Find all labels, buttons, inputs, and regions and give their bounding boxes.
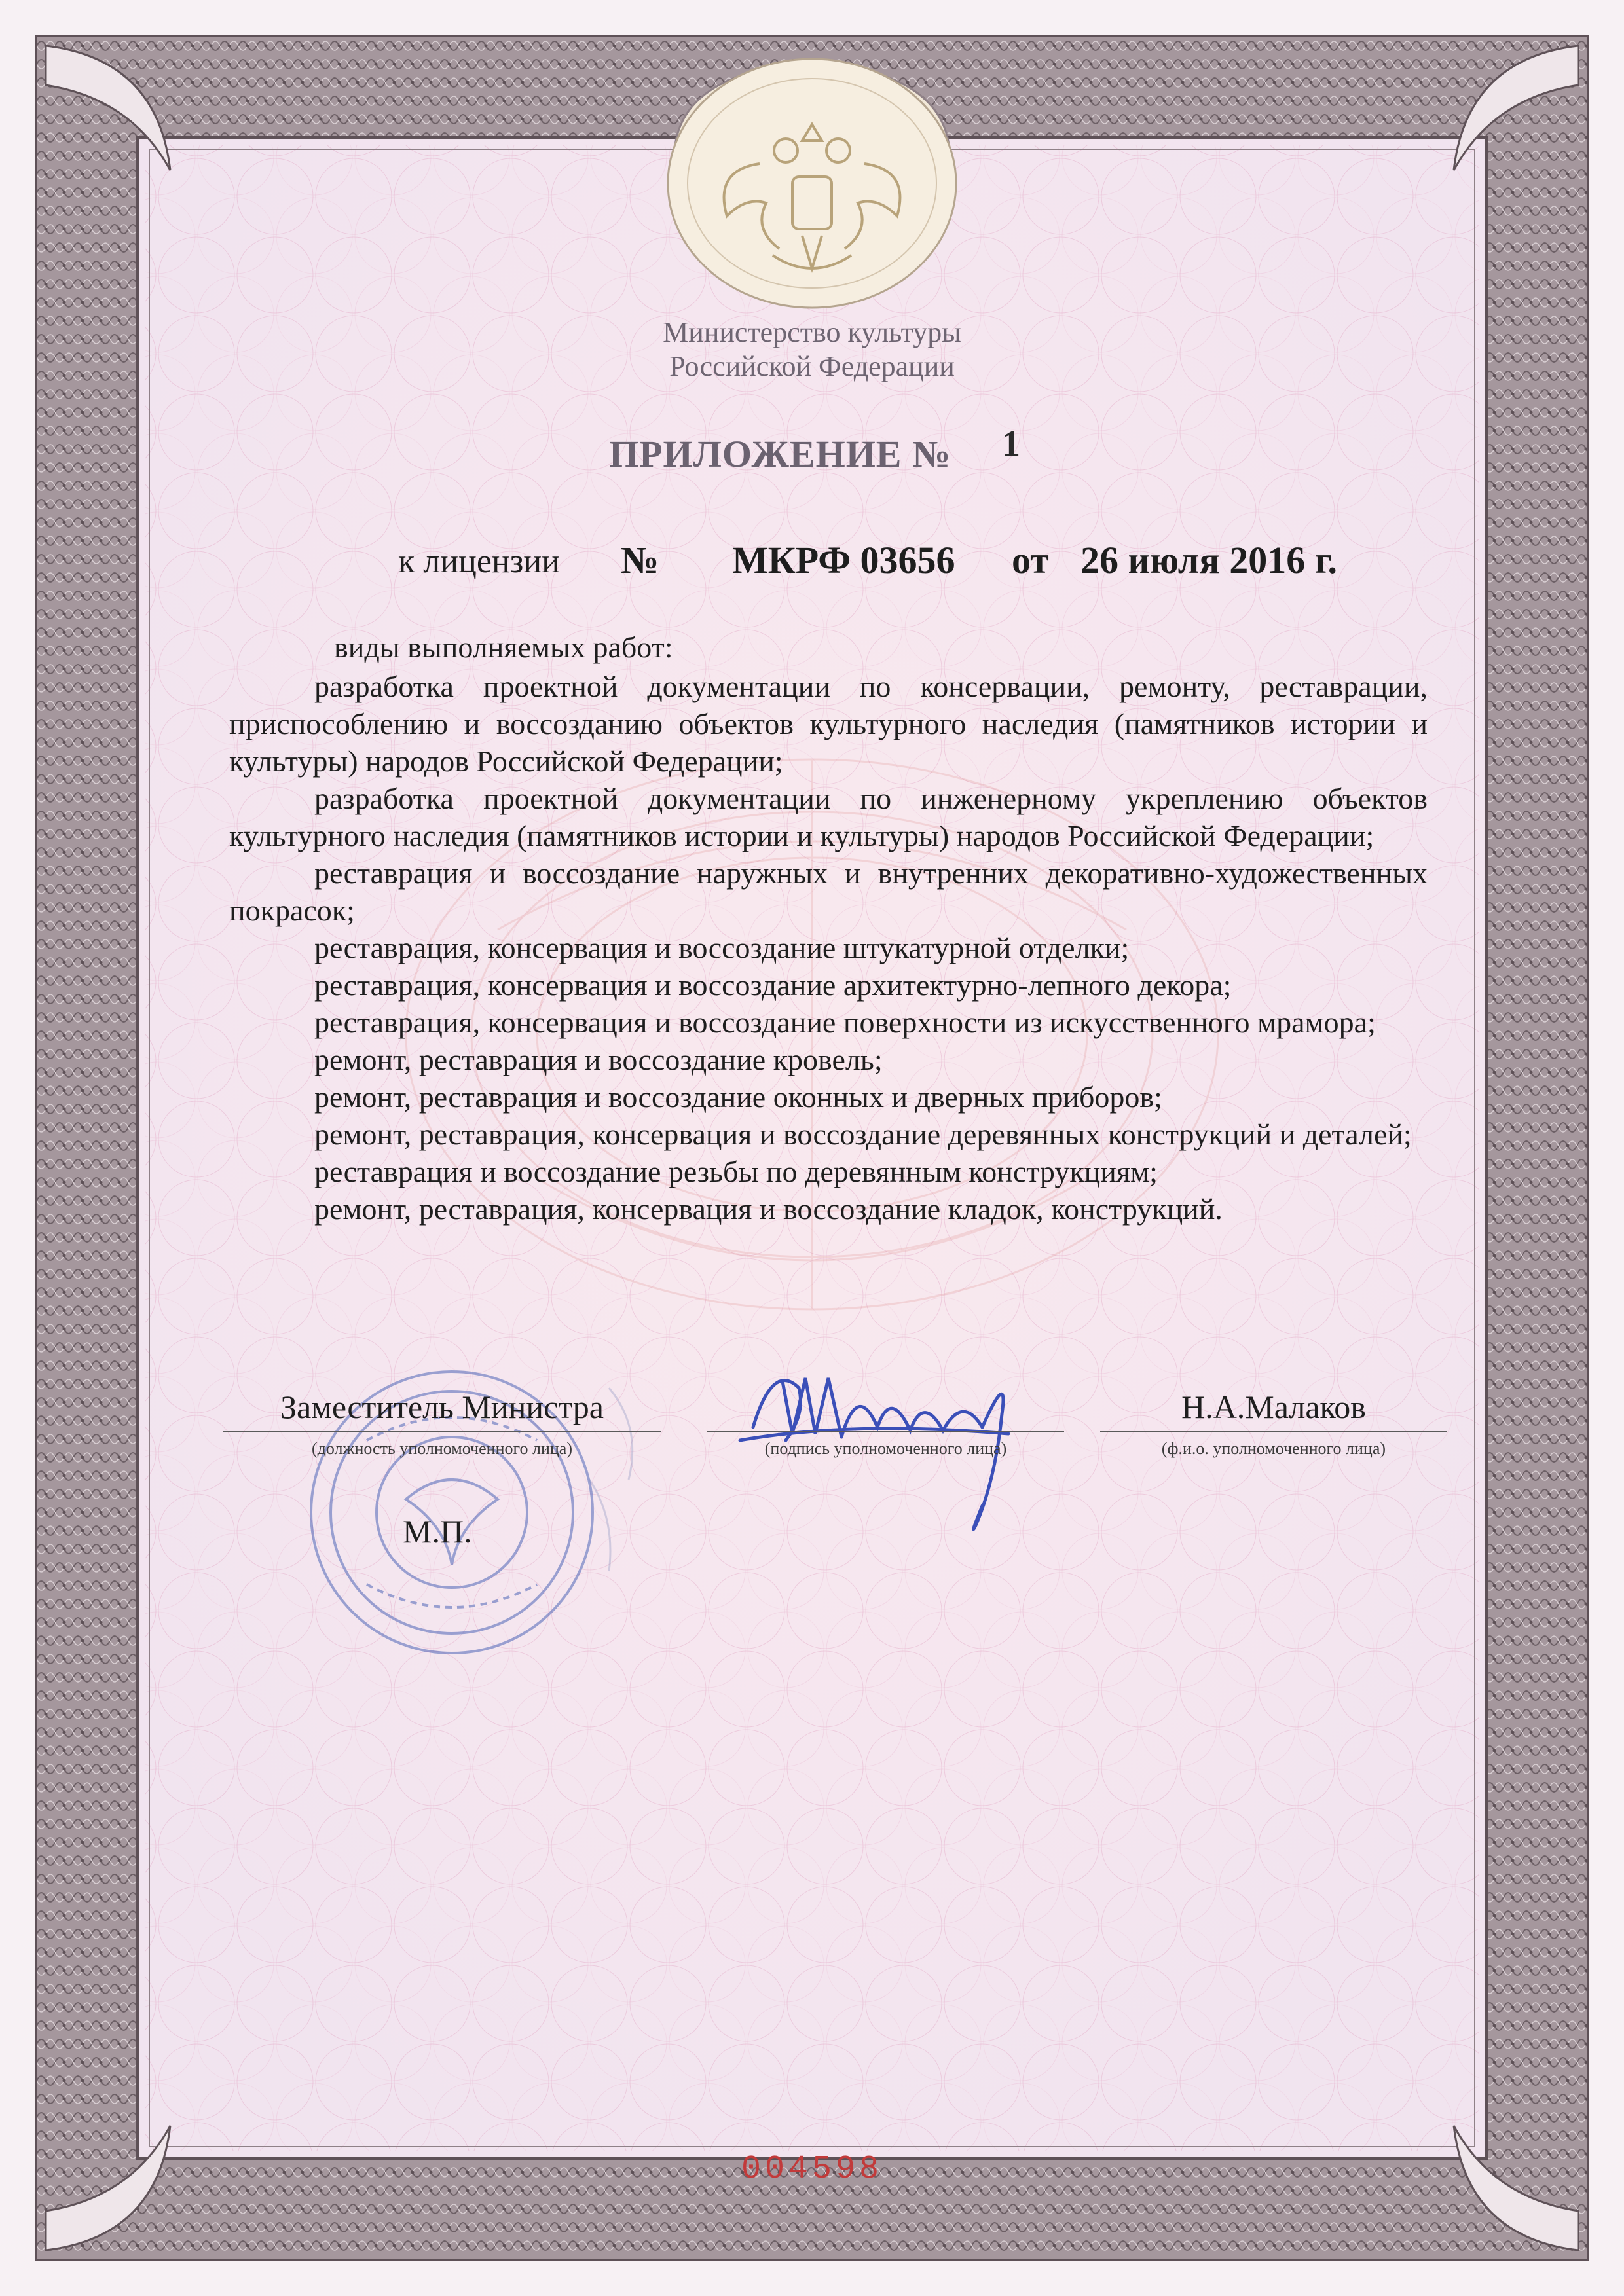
signer-name-caption: (ф.и.о. уполномоченного лица) — [1161, 1439, 1386, 1458]
signer-position: Заместитель Министра — [280, 1389, 604, 1425]
form-serial-number: 004598 — [741, 2151, 883, 2188]
ministry-name-line1: Министерство культуры — [663, 316, 961, 348]
license-date: 26 июля 2016 г. — [1080, 539, 1338, 581]
signer-position-field — [223, 1388, 661, 1434]
work-item: реставрация и воссоздание наружных и внутренних декоративно-художественных покрасок; — [229, 856, 1428, 927]
work-item: разработка проектной документации по консервации, ремонту, реставрации, приспособлению и воссозданию объектов культурного наследия (памятников истории и культуры) народов Российской Федерации; — [229, 670, 1428, 778]
work-item: ремонт, реставрация и воссоздание оконных и дверных приборов; — [314, 1080, 1162, 1114]
work-item: реставрация, консервация и воссоздание штукатурной отделки; — [314, 931, 1130, 964]
license-prefix: к лицензии — [398, 543, 560, 580]
signer-position-caption: (должность уполномоченного лица) — [311, 1439, 572, 1458]
work-item: реставрация и воссоздание резьбы по деревянным конструкциям; — [314, 1155, 1158, 1188]
signature-underline — [707, 1431, 1064, 1432]
stamp-place-label: М.П. — [403, 1513, 472, 1550]
license-number-sign: № — [621, 539, 659, 581]
work-item: разработка проектной документации по инженерному укреплению объектов культурного наследия (памятников истории и культуры) народов Российской Федерации; — [229, 782, 1428, 852]
signer-name-underline — [1100, 1431, 1447, 1432]
work-item: реставрация, консервация и воссоздание поверхности из искусственного мрамора; — [314, 1006, 1376, 1039]
appendix-number: 1 — [1002, 424, 1020, 464]
work-types-list — [229, 668, 1428, 1228]
signature-field — [707, 1388, 1064, 1434]
ministry-name-line2: Российской Федерации — [669, 350, 955, 382]
signer-position-underline — [223, 1431, 661, 1432]
license-number: МКРФ 03656 — [732, 539, 955, 581]
work-item: реставрация, консервация и воссоздание архитектурно-лепного декора; — [314, 968, 1232, 1002]
signer-name: Н.А.Малаков — [1181, 1389, 1366, 1425]
license-from-label: от — [1012, 539, 1049, 581]
work-types-intro: виды выполняемых работ: — [334, 630, 673, 664]
work-item: ремонт, реставрация, консервация и воссоздание кладок, конструкций. — [314, 1192, 1223, 1226]
appendix-title: ПРИЛОЖЕНИЕ № — [609, 433, 951, 475]
work-item: ремонт, реставрация и воссоздание кровель; — [314, 1043, 883, 1076]
license-reference — [0, 538, 1624, 591]
signer-name-field — [1100, 1388, 1447, 1434]
signature-caption: (подпись уполномоченного лица) — [764, 1439, 1007, 1458]
work-item: ремонт, реставрация, консервация и воссоздание деревянных конструкций и деталей; — [314, 1118, 1412, 1151]
